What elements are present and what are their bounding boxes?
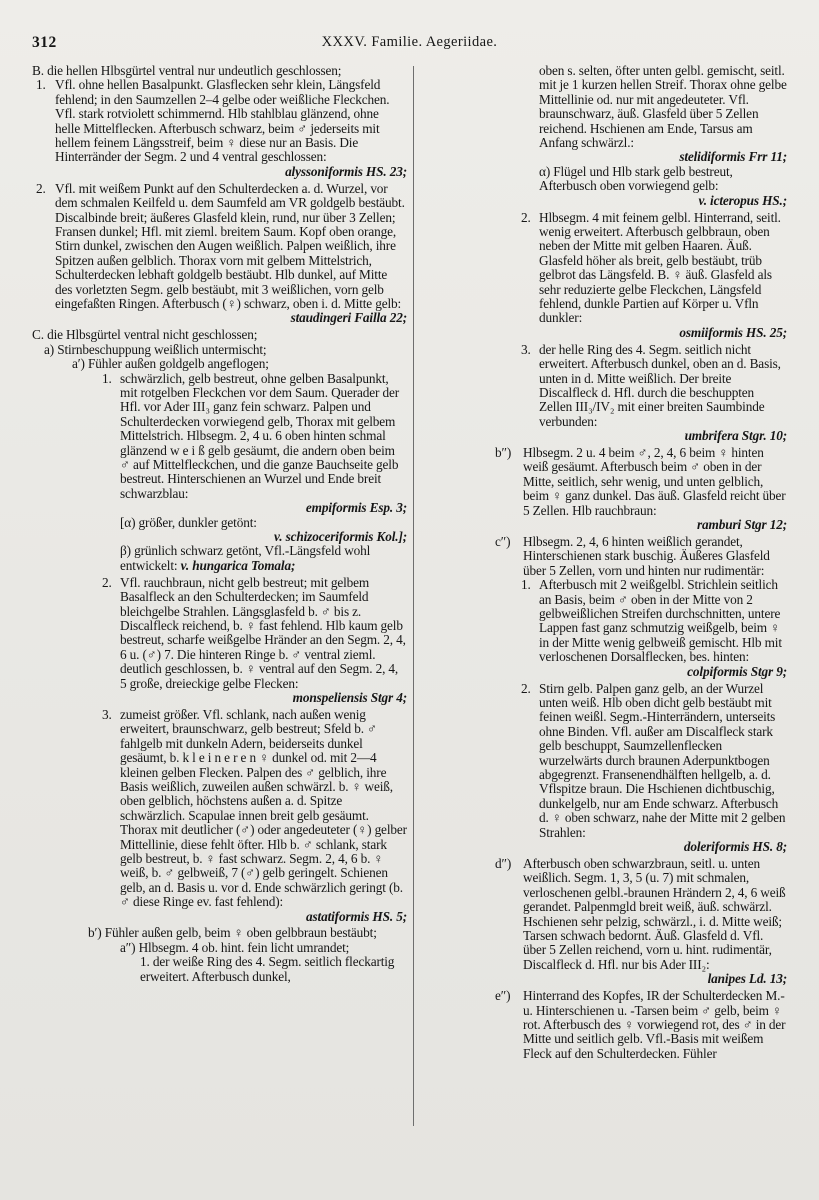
entry-text: der helle Ring des 4. Segm. seitlich nicht erweitert. Afterbusch dunkel, oben an d. Basis, unten in d. Mitte weißlich. Der breite Discalfleck d. Hfl. durch die beschuppten Zellen III₃/IV₂ mit einer breiten Saumbinde verbunden: (539, 341, 781, 429)
key-entry-b1 (36, 78, 407, 179)
entry-text: oben s. selten, öfter unten gelbl. gemischt, seitl. mit je 1 kurzen hellen Streif. Thorax ohne gelbe Mittellinie od. nur mit angedeuteter. Vfl. braunschwarz, äuß. Glasfeld über 5 Zellen reichend. Hschienen am Ende, Tarsus am Anfang schwärzl.: (539, 63, 787, 151)
entry-number: 2. (102, 574, 112, 590)
species-name: colpiformis Stgr 9; (687, 663, 787, 679)
variety-name: v. schizoceriformis Kol.]; (274, 529, 407, 544)
entry-text: Stirn gelb. Palpen ganz gelb, an der Wurzel unten weiß. Hlb oben dicht gelb bestäubt mit feinen weißl. Segm.-Hinterrändern, unterseits ohne Binden. Vfl. außer am Discalfleck stark gelb beschuppt, Saumzellenflecken wurzelwärts durch braunen Aderpunktbogen abgegrenzt. Fransenendhälften hellgelb, a. d. Vflspitze braun. Die Hschienen dichtbuschig, dunkelgelb, nur am Ende schwarz. Afterbusch d. ♀ oben schwarz, nahe der Mitte mit 2 gelben Strahlen: (539, 680, 786, 840)
couplet-label: c″) (495, 534, 511, 549)
variety-alpha (539, 165, 787, 208)
entry-text: schwärzlich, gelb bestreut, ohne gelben Basalpunkt, mit rotgelben Fleckchen vor dem Saum. Querader der Hfl. vor Ader III₃ ganz fein schwarz. Palpen und Schulterdecken vorwiegend gelb, Thorax mit gelbem Mittelstrich. Hlbsegm. 2, 4 u. 6 oben hinten schmal glänzend w e i ß gelb gesäumt, die andern oben beim ♂ auf Mittelfleckchen, und die ganze Bauchseite gelb bestreut. Hinterschienen an Wurzel und Ende breit schwarzblau: (120, 370, 400, 501)
left-column (32, 64, 407, 1186)
species-name: ramburi Stgr 12; (697, 517, 787, 533)
species-name: doleriformis HS. 8; (683, 839, 787, 855)
entry-number: 2. (521, 680, 531, 696)
key-couplet-c-a1: a′) Fühler außen goldgelb angeflogen; (72, 356, 269, 372)
species-name: astatiformis HS. 5; (306, 908, 407, 924)
entry-text: Vfl. ohne hellen Basalpunkt. Glasflecken sehr klein, Längsfeld fehlend; in den Saumzellen 2–4 gelbe oder weißliche Fleckchen. Vfl. stark rotviolett schimmernd. Hlb stahlblau glänzend, ohne helle Mittelflecken. Afterbusch schwarz, beim ♂ jederseits mit hellem feinem Längsstreif, beim ♀ diese nur an Basis. Die Hinterränder der Segm. 2 und 4 ventral geschlossen: (55, 77, 390, 165)
entry-text: Hinterrand des Kopfes, IR der Schulterdecken M.- u. Hinterschienen u. -Tarsen beim ♂ gelb, beim ♀ rot. Afterbusch des ♀ vorwiegend rot, des ♂ in der Mitte und seitlich gelb. Vfl.-Basis mit weißem Fleck auf den Schulterdecken. Fühler (523, 988, 786, 1061)
entry-number: 1. (521, 577, 531, 593)
variety-beta (120, 544, 407, 573)
key-entry-c2-2 (521, 682, 787, 855)
variety-name: v. hungarica Tomala; (180, 557, 296, 573)
entry-text: Hlbsegm. 4 mit feinem gelbl. Hinterrand, seitl. wenig erweitert. Afterbusch gelbbraun, oben neben der Mitte mit gelben Haaren. Äuß. Glasfeld höher als breit, gelb bestäubt, trüb gelbrot das Längsfeld. B. ♀ äuß. Glasfeld als sehr reduzierte gelbe Fleckchen, Längsfeld fehlend, dunkle Partien auf Körper u. Vfln dunkler: (539, 209, 781, 326)
species-name: umbrifera Stgr. 10; (684, 428, 787, 444)
variety-alpha (120, 516, 407, 545)
page-number: 312 (32, 34, 57, 51)
variety-text: [α) größer, dunkler getönt: (120, 514, 257, 530)
key-couplet-c2 (495, 535, 787, 578)
key-couplet-c-a2: a″) Hlbsegm. 4 ob. hint. fein licht umrandet; (120, 939, 350, 955)
species-name: lanipes Ld. 13; (707, 971, 787, 987)
entry-text: Vfl. mit weißem Punkt auf den Schulterdecken a. d. Wurzel, vor dem schmalen Keilfeld u. dem Saumfeld am VR goldgelb bestäubt. Discalbinde breit; äußeres Glasfeld klein, rund, nur über 3 Zellen; Fransen dunkel; Hfl. mit zieml. breitem Saum. Kopf oben orange, Stirn dunkel, zwischen den Augen weißlich. Palpen weißlich, ihre Spitzen außen gelblich. Thorax vorn mit gelbem Mittelstrich, Schulterdecken lebhaft goldgelb bestäubt. Hlb dunkel, auf Mitte des vorletzten Segm. gelb bestäubt, mit 3 weißlichen, vorn gelb eingefaßten Ringen. Afterbusch (♀) schwarz, oben i. d. Mitte gelb: (55, 180, 405, 311)
species-name: empiformis Esp. 3; (305, 500, 407, 516)
key-entry-c2-1 (521, 578, 787, 679)
couplet-label: e″) (495, 988, 511, 1004)
key-couplet-b2 (495, 446, 787, 532)
entry-number: 2. (36, 180, 46, 196)
key-couplet-b: B. die hellen Hlbsgürtel ventral nur undeutlich geschlossen; (32, 63, 342, 78)
couplet-label: d″) (495, 855, 512, 871)
key-entry-3 (521, 343, 787, 444)
species-name: monspeliensis Stgr 4; (292, 689, 407, 705)
key-couplet-e2 (495, 989, 787, 1061)
species-name: osmiiformis HS. 25; (679, 324, 787, 340)
entry-number: 3. (102, 706, 112, 722)
key-couplet-d2 (495, 857, 787, 987)
entry-text: Hlbsegm. 2, 4, 6 hinten weißlich gerandet, Hinterschienen stark buschig. Äußeres Glasfeld über 5 Zellen, vorn und hinten nur rudimentär: (523, 534, 770, 578)
entry-text: Hlbsegm. 2 u. 4 beim ♂, 2, 4, 6 beim ♀ hinten weiß gesäumt. Afterbusch beim ♂ oben in der Mitte, seitlich, sehr wenig, und unten gelblich, beim ♀ ganz dunkel. Das äuß. Glasfeld reicht über 5 Zellen. Hlb rauchbraun: (523, 445, 786, 518)
entry-text: Afterbusch mit 2 weißgelbl. Strichlein seitlich an Basis, beim ♂ oben in der Mitte von 2 gelbweißlichen Streifen durchschnitten, untere Lappen fast ganz schmutzig weißgelb, beim ♀ in der Mitte wenig gelbweiß gemischt. Hlb mit verloschenen Dorsalflecken, bes. hinten: (539, 577, 782, 665)
key-entry-c1 (102, 372, 407, 516)
key-entry-c2 (102, 576, 407, 706)
species-name: stelidiformis Frr 11; (679, 149, 787, 165)
key-couplet-c-a: a) Stirnbeschuppung weißlich untermischt; (44, 341, 267, 357)
couplet-label: b″) (495, 445, 512, 461)
entry-number: 3. (521, 341, 531, 357)
key-couplet-c: C. die Hlbsgürtel ventral nicht geschlossen; (32, 327, 258, 343)
key-entry-c3 (102, 708, 407, 924)
entry-text: Vfl. rauchbraun, nicht gelb bestreut; mit gelbem Basalfleck an den Schulterdecken; im Saumfeld bleichgelbe Strahlen. Längsglasfeld b. ♂ bis z. Discalfleck reichend, b. ♀ fast fehlend. Hlb kaum gelb bestreut, scharfe weißgelbe Hränder an den Segm. 2, 4, 6 u. (♂) 7. Die hinteren Ringe b. ♂ ventral zieml. deutlich geschlossen, b. ♀ ventral auf den Segm. 2, 4, 5 große, dreieckige gelbe Flecken: (120, 574, 406, 691)
running-head: XXXV. Familie. Aegeriidae. (321, 34, 498, 50)
column-divider (413, 66, 414, 1126)
entry-text: zumeist größer. Vfl. schlank, nach außen wenig erweitert, braunschwarz, gelb bestreut; Sfeld b. ♂ fahlgelb mit dunkeln Adern, beiderseits dunkel gesäumt, b. k l e i n e r e n ♀ dunkel od. mit 2—4 kleinen gelben Flecken. Palpen des ♂ gelblich, ihre Basis weißlich, zuweilen außen schwärzl. b. ♀ weiß, oben gelblich, höchstens außen a. d. Spitze schwärzlich. Scapulae innen breit gelb gesäumt. Thorax mit deutlicher (♂) oder angedeuteter (♀) gelber Mittellinie, diese fehlt öfter. Hlb b. ♂ schlank, stark gelb bestreut, b. ♀ fast schwarz. Segm. 2, 4, 6 b. ♀ weiß, b. ♂ gelbweiß, 7 (♂) gelb geringelt. Schienen gelb, an d. Basis u. vor d. Ende schwärzlich geringt (b. ♂ diese Ringe ev. fast fehlend): (120, 706, 407, 910)
variety-text: α) Flügel und Hlb stark gelb bestreut, Afterbusch oben vorwiegend gelb: (539, 163, 733, 194)
key-couplet-c-b1: b′) Fühler außen gelb, beim ♀ oben gelbbraun bestäubt; (88, 925, 377, 941)
species-name: alyssoniformis HS. 23; (285, 163, 407, 179)
variety-name: v. icteropus HS.; (698, 192, 787, 208)
key-entry-2 (521, 211, 787, 341)
continued-entry (539, 64, 787, 165)
entry-number: 1. (102, 370, 112, 386)
entry-number: 2. (521, 209, 531, 225)
variety-text: β) grünlich schwarz getönt, Vfl.-Längsfeld wohl entwickelt: (120, 543, 371, 573)
species-name: staudingeri Failla 22; (290, 310, 407, 326)
entry-number: 1. (36, 77, 46, 93)
key-entry-b2 (36, 182, 407, 326)
key-entry-c-a2-1: 1. der weiße Ring des 4. Segm. seitlich fleckartig erweitert. Afterbusch dunkel, (140, 954, 395, 984)
right-column (495, 64, 787, 1186)
entry-text: Afterbusch oben schwarzbraun, seitl. u. unten weißlich. Segm. 1, 3, 5 (u. 7) mit schmalen, verloschenen gelbl.-braunen Hrändern 2, 4, 6 weiß gerandet. Palpenmgld breit weiß, äuß. schwärzl. Hschienen sehr pelzig, schwärzl., i. d. Mitte weiß; Tarsen schwach bedornt. Äuß. Glasfeld d. Vfl. über 5 Zellen reichend, vorn u. hint. rudimentär, Discalfleck d. Hfl. nur bis Ader III₂: (523, 855, 786, 972)
